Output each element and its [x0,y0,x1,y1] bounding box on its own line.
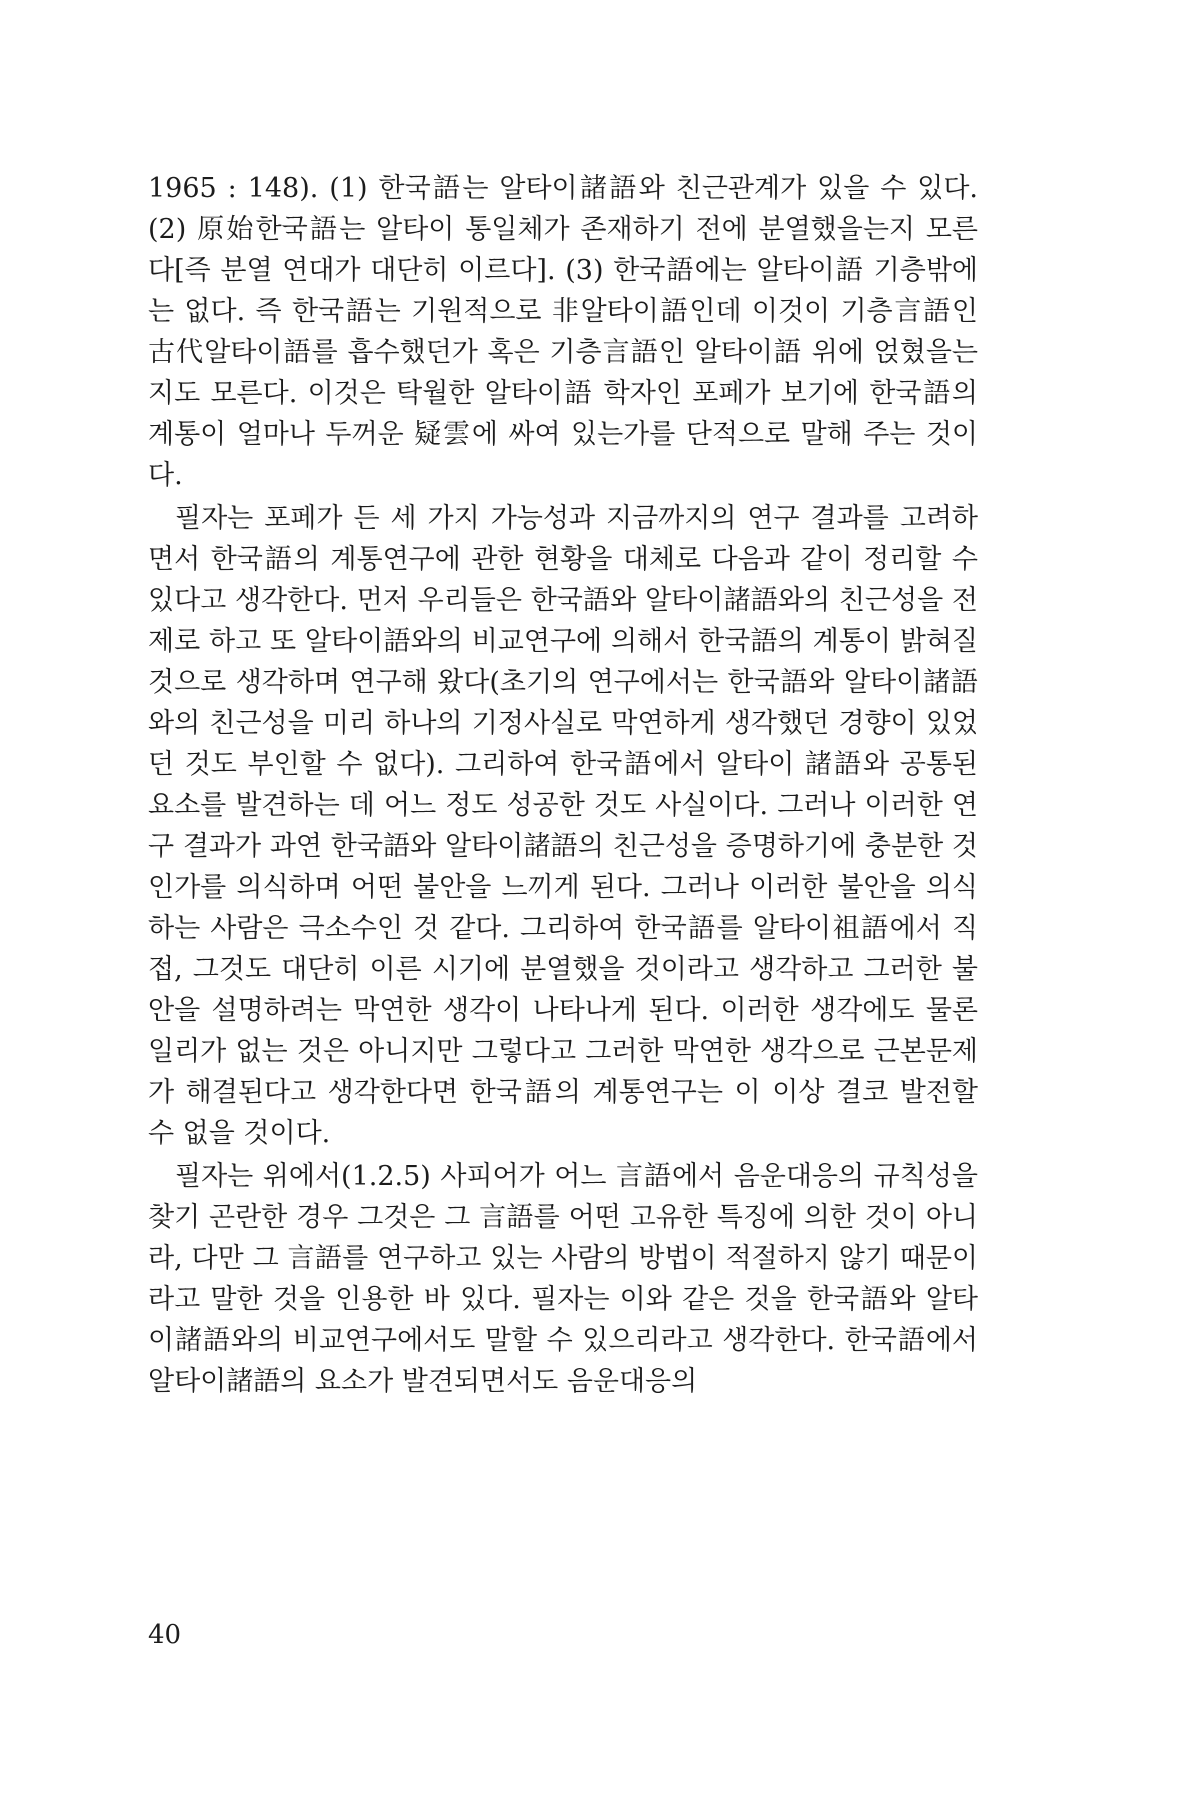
page-number: 40 [148,1620,182,1650]
paragraph-current-state: 필자는 포페가 든 세 가지 가능성과 지금까지의 연구 결과를 고려하면서 한국語의 계통연구에 관한 현황을 대체로 다음과 같이 정리할 수 있다고 생각한다. 먼저 우리들은 한국語와 알타이諸語와의 친근성을 전제로 하고 또 알타이語와의 비교연구에 의해서 한국語의 계통이 밝혀질 것으로 생각하며 연구해 왔다(초기의 연구에서는 한국語와 알타이諸語와의 친근성을 미리 하나의 기정사실로 막연하게 생각했던 경향이 있었던 것도 부인할 수 없다). 그리하여 한국語에서 알타이 諸語와 공통된 요소를 발견하는 데 어느 정도 성공한 것도 사실이다. 그러나 이러한 연구 결과가 과연 한국語와 알타이諸語의 친근성을 증명하기에 충분한 것인가를 의식하며 어떤 불안을 느끼게 된다. 그러나 이러한 불안을 의식하는 사람은 극소수인 것 같다. 그리하여 한국語를 알타이祖語에서 직접, 그것도 대단히 이른 시기에 분열했을 것이라고 생각하고 그러한 불안을 설명하려는 막연한 생각이 나타나게 된다. 이러한 생각에도 물론 일리가 없는 것은 아니지만 그렇다고 그러한 막연한 생각으로 근본문제가 해결된다고 생각한다면 한국語의 계통연구는 이 이상 결코 발전할 수 없을 것이다. [148,503,978,1149]
body-text [148,168,978,1402]
paragraph-continued: 1965 : 148). (1) 한국語는 알타이諸語와 친근관계가 있을 수 있다. (2) 原始한국語는 알타이 통일체가 존재하기 전에 분열했을는지 모른다[즉 분열 연대가 대단히 이르다]. (3) 한국語에는 알타이語 기층밖에는 없다. 즉 한국語는 기원적으로 非알타이語인데 이것이 기층言語인 古代알타이語를 흡수했던가 혹은 기층言語인 알타이語 위에 얹혔을는지도 모른다. 이것은 탁월한 알타이語 학자인 포페가 보기에 한국語의 계통이 얼마나 두꺼운 疑雲에 싸여 있는가를 단적으로 말해 주는 것이다. [148,173,978,491]
paragraph-sapir: 필자는 위에서(1.2.5) 사피어가 어느 言語에서 음운대응의 규칙성을 찾기 곤란한 경우 그것은 그 言語를 어떤 고유한 특징에 의한 것이 아니라, 다만 그 言語를 연구하고 있는 사람의 방법이 적절하지 않기 때문이라고 말한 것을 인용한 바 있다. 필자는 이와 같은 것을 한국語와 알타이諸語와의 비교연구에서도 말할 수 있으리라고 생각한다. 한국語에서 알타이諸語의 요소가 발견되면서도 음운대응의 [148,1161,978,1397]
